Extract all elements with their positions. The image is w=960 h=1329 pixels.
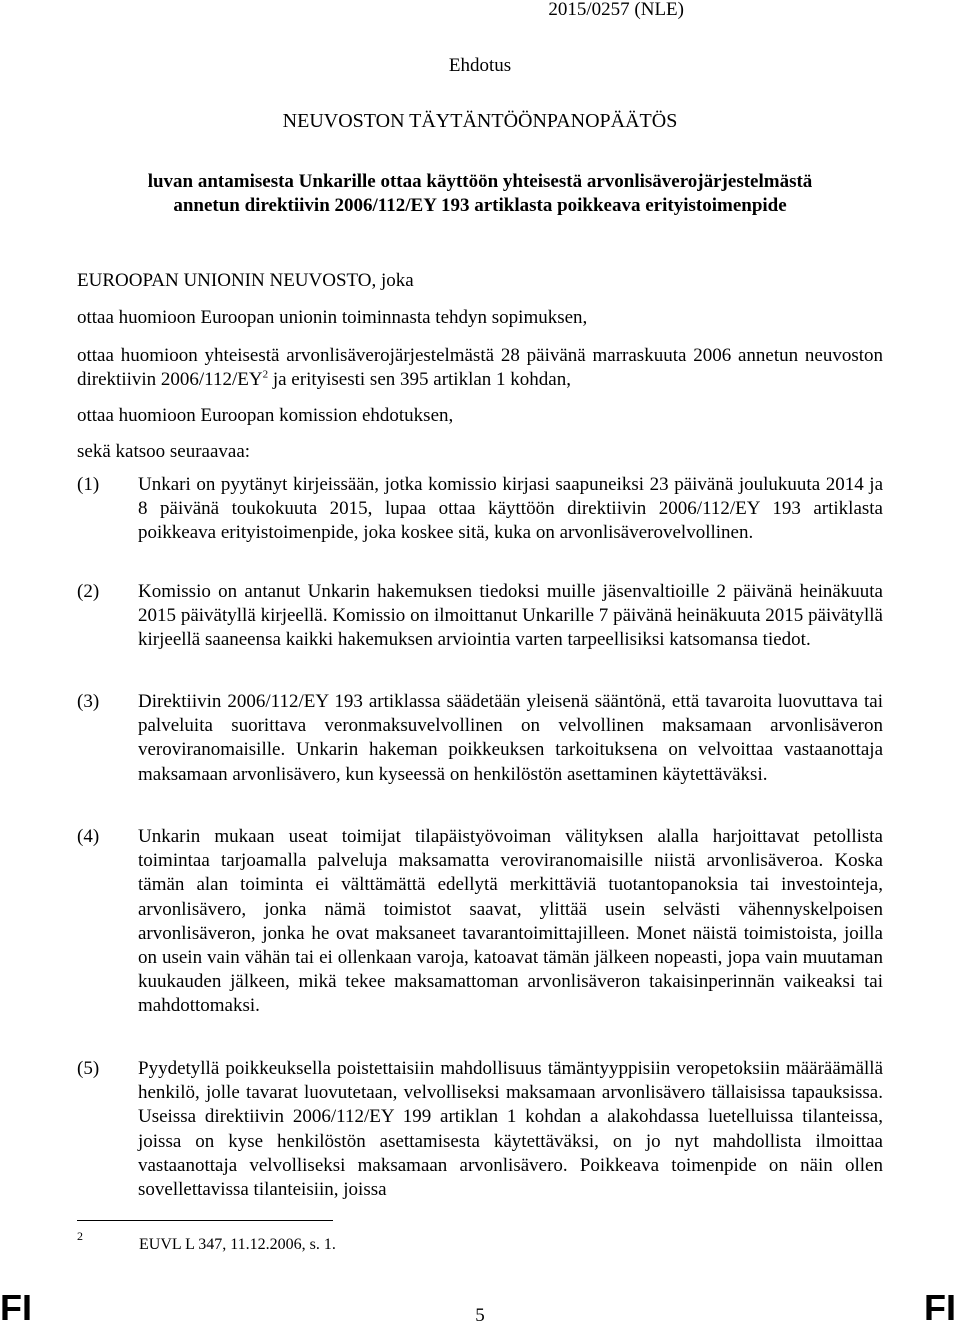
- preamble-directive: [77, 344, 883, 392]
- recital-4: [77, 825, 883, 1019]
- recital-text: Unkari on pyytänyt kirjeissään, jotka komissio kirjasi saapuneiksi 23 päivänä joulukuuta 2014 ja 8 päivänä toukokuuta 2015, lupaa ottaa käyttöön direktiivin 2006/112/EY 193 artiklasta poikkeava erityistoimenpide, joka koskee sitä, kuka on arvonlisäverovelvollinen.: [138, 474, 883, 544]
- preamble-directive-text: ottaa huomioon yhteisestä arvonlisäverojärjestelmästä 28 päivänä marraskuuta 2006 annetun neuvoston direktiivin 2006/112/EY: [77, 345, 883, 390]
- recital-number: (1): [77, 474, 100, 495]
- language-code-left: FI: [0, 1287, 32, 1328]
- recital-text: Pyydetyllä poikkeuksella poistettaisiin mahdollisuus tämäntyyppisiin veropetoksiin määräämällä henkilö, jolle tavarat luovutetaan, velvolliseksi maksamaan arvonlisävero tällaisissa tapauksissa. Useissa direktiivin 2006/112/EY 199 artiklan 1 kohdan a alakohdassa luetelluissa tilanteissa, joissa on kyse henkilöstön asettamisesta käytettäväksi, on jo nyt mahdollista ilmoittaa vastaanottaja velvolliseksi maksamaan arvonlisävero. Poikkeava toimenpide on näin ollen sovellettavissa tilanteisiin, joissa: [138, 1058, 883, 1201]
- preamble-council: EUROOPAN UNIONIN NEUVOSTO, joka: [77, 270, 414, 291]
- recital-5: [77, 1057, 883, 1202]
- recital-number: (2): [77, 581, 100, 602]
- recital-text: Komissio on antanut Unkarin hakemuksen tiedoksi muille jäsenvaltioille 2 päivänä heinäkuuta 2015 päivätyllä kirjeellä. Komissio on ilmoittanut Unkarille 7 päivänä heinäkuuta 2015 päivätyllä kirjeellä saaneensa kaikki hakemuksen arviointia varten tarpeellisiksi katsomansa tiedot.: [138, 581, 883, 651]
- footnote-text: EUVL L 347, 11.12.2006, s. 1.: [139, 1236, 336, 1253]
- preamble-treaty: ottaa huomioon Euroopan unionin toiminnasta tehdyn sopimuksen,: [77, 307, 588, 328]
- recital-number: (4): [77, 826, 100, 847]
- language-code-right: FI: [924, 1287, 956, 1328]
- footnote-separator: [77, 1220, 333, 1221]
- preamble-whereas: sekä katsoo seuraavaa:: [77, 441, 251, 462]
- recital-number: (5): [77, 1058, 100, 1079]
- recital-number: (3): [77, 691, 100, 712]
- act-title: NEUVOSTON TÄYTÄNTÖÖNPANOPÄÄTÖS: [282, 110, 678, 132]
- document-reference: 2015/0257 (NLE): [548, 0, 684, 20]
- recital-3: [77, 690, 883, 787]
- recital-1: [77, 473, 883, 546]
- preamble-directive-text-cont: ja erityisesti sen 395 artiklan 1 kohdan,: [268, 369, 571, 390]
- preamble-commission: ottaa huomioon Euroopan komission ehdotuksen,: [77, 405, 454, 426]
- act-subtitle: [0, 170, 960, 218]
- footnote-number: 2: [77, 1229, 83, 1243]
- page-number: 5: [475, 1305, 485, 1326]
- proposal-label: Ehdotus: [448, 55, 512, 76]
- recital-text: Unkarin mukaan useat toimijat tilapäistyövoiman välityksen alalla harjoittavat petollista toimintaa tarjoamalla palveluja maksamatta veroviranomaisille niistä arvonlisäveroa. Koska tämän alan toiminta ei välttämättä edellytä merkittäviä tuotantopanoksia tai investointeja, arvonlisävero, jonka nämä toimistot saavat, ylittää usein selvästi vähennyskelpoisen arvonlisäveron, jonka he ovat maksaneet tavarantoimittajilleen. Monet näistä toimistoista, joilla on usein vain vähän tai ei ollenkaan varoja, katoavat tämän jälkeen nopeasti, jopa vain muutaman kuukauden jälkeen, mikä tekee maksamattoman arvonlisäveron takaisinperinnän vaikeaksi tai mahdottomaksi.: [138, 826, 883, 1017]
- act-subtitle-line-2: annetun direktiivin 2006/112/EY 193 artiklasta poikkeava erityistoimenpide: [173, 195, 787, 216]
- recital-text: Direktiivin 2006/112/EY 193 artiklassa säädetään yleisenä sääntönä, että tavaroita luovuttava tai palveluita suorittava veronmaksuvelvollinen on velvollinen maksamaan arvonlisäveron veroviranomaisille. Unkarin hakeman poikkeuksen tarkoituksena on velvoittaa vastaanottaja maksamaan arvonlisävero, kun kyseessä on henkilöstön asettaminen käytettäväksi.: [138, 691, 883, 785]
- act-subtitle-line-1: luvan antamisesta Unkarille ottaa käyttöön yhteisestä arvonlisäverojärjestelmästä: [147, 171, 813, 192]
- recital-2: [77, 580, 883, 653]
- footnote-reference: 2: [262, 368, 269, 381]
